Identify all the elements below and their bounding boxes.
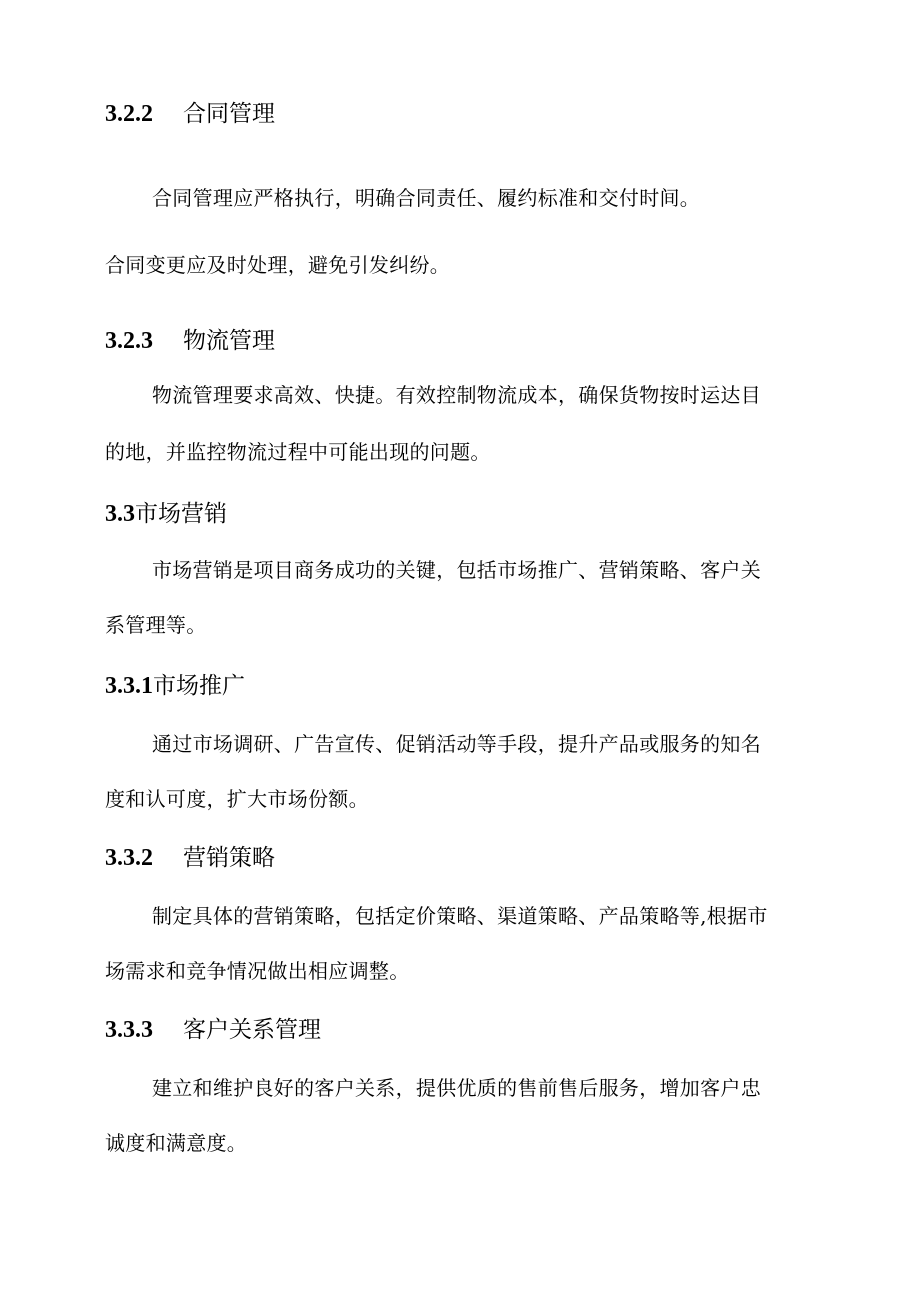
section-title: 市场推广 [153, 673, 245, 699]
section-title: 合同管理 [183, 101, 275, 127]
section-number: 3.3.2 [105, 845, 153, 871]
paragraph-line: 的地，并监控物流过程中可能出现的问题。 [105, 440, 491, 464]
paragraph-line: 场需求和竞争情况做出相应调整。 [105, 959, 410, 983]
paragraph-line: 物流管理要求高效、快捷。有效控制物流成本，确保货物按时运达目 [152, 383, 761, 407]
paragraph-line: 合同管理应严格执行，明确合同责任、履约标准和交付时间。 [152, 186, 701, 210]
section-number: 3.3.1 [105, 673, 153, 699]
paragraph-line: 合同变更应及时处理，避免引发纠纷。 [105, 253, 451, 277]
section-number: 3.3.3 [105, 1017, 153, 1043]
paragraph-line: 市场营销是项目商务成功的关键，包括市场推广、营销策略、客户关 [152, 558, 761, 582]
section-number: 3.2.2 [105, 101, 153, 127]
section-title: 营销策略 [183, 845, 275, 871]
heading-3-2-2 [105, 102, 275, 126]
section-number: 3.3 [105, 501, 135, 527]
heading-3-3 [105, 502, 227, 526]
paragraph-line: 度和认可度，扩大市场份额。 [105, 787, 369, 811]
section-title: 客户关系管理 [183, 1017, 321, 1043]
section-title: 物流管理 [183, 328, 275, 354]
heading-3-3-3 [105, 1018, 321, 1042]
heading-3-3-1 [105, 674, 245, 698]
paragraph-line: 制定具体的营销策略，包括定价策略、渠道策略、产品策略等,根据市 [152, 904, 768, 928]
heading-3-3-2 [105, 846, 275, 870]
section-title: 市场营销 [135, 501, 227, 527]
paragraph-line: 诚度和满意度。 [105, 1131, 248, 1155]
section-number: 3.2.3 [105, 328, 153, 354]
paragraph-line: 通过市场调研、广告宣传、促销活动等手段，提升产品或服务的知名 [152, 732, 761, 756]
paragraph-line: 系管理等。 [105, 613, 207, 637]
heading-3-2-3 [105, 329, 275, 353]
paragraph-line: 建立和维护良好的客户关系，提供优质的售前售后服务，增加客户忠 [152, 1076, 761, 1100]
